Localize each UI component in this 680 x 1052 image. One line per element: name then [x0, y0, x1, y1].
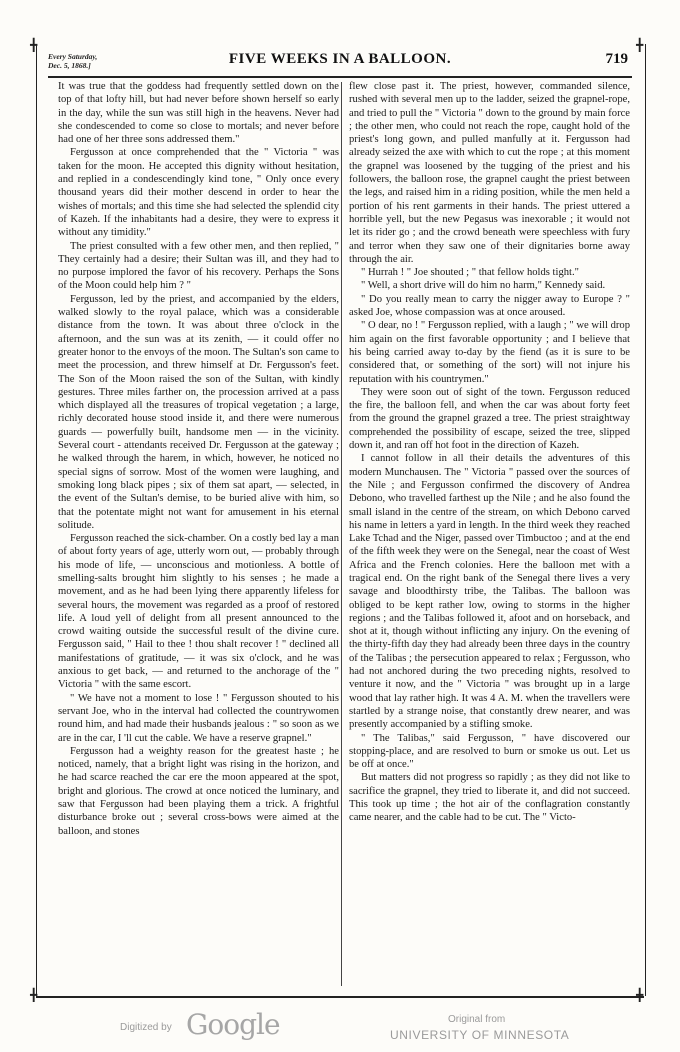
frame-corner-ornament: ╋	[30, 38, 38, 52]
paragraph: They were soon out of sight of the town. Fergusson reduced the fire, the balloon fell, and when the car was about forty feet from the ground the grapnel grazed a tree. The priest straightway comprehended the possibility of escape, seized the tree, slipped down it, and ran off hot foot in the direction of Kazeh.	[349, 386, 630, 452]
digitized-by-label: Digitized by	[120, 1022, 172, 1033]
paragraph: Fergusson at once comprehended that the " Victoria " was taken for the moon. He accepted this dignity without hesitation, and replied in a condescendingly kind tone, " Only once every thousand years did their mother descend in order to hear the wishes of mortals; and this time she had selected the splendid city of Kazeh. If the inhabitants had a desire, they were to express it without any timidity."	[58, 147, 339, 239]
institution-name: UNIVERSITY OF MINNESOTA	[390, 1028, 570, 1042]
paragraph: flew close past it. The priest, however, commanded silence, rushed with several men up to the ladder, seized the grapnel-rope, and tried to pull the " Victoria " down to the ground by main force ; the other men, who could not reach the rope, caught hold of the priest's long gown, and pulled manfully at it. Fergusson had already seized the axe with which to cut the rope ; at this moment the grapnel was loosened by the tugging of the priest and his followers, the balloon rose, the grapnel caught the priest between the legs, and raised him in a riding position, while the men held a portion of his rent garments in their hands. The priest uttered a horrible yell, but the new Pegasus was inexorable ; it would not let its rider go ; and the crowd beneath were speechless with fury and terror when they saw one of their dignitaries borne away through the air.	[349, 81, 630, 265]
paragraph: Fergusson reached the sick-chamber. On a costly bed lay a man of about forty years of age, utterly worn out, — probably through his mode of life, — unconscious and motionless. A bottle of smelling-salts brought him slightly to his senses ; he made a movement, and as he had been lying there apparently lifeless for several hours, the movement was regarded as a proof of restored life. A loud yell of delight from all present announced to the crowd waiting outside the successful result of the divine cure. Fergusson said, " Hail to thee ! thou shalt recover ! " declined all manifestations of gratitude, — it was six o'clock, and he was anxious to get back, — and returned to the anchorage of the " Victoria " with the same escort.	[58, 533, 339, 691]
paragraph: It was true that the goddess had frequently settled down on the top of that lofty hill, but had never before shown herself so early in the day, while the sun was still high in the heavens. Never had she condescended to come so close to mortals; and never before had one of her three sons addressed them."	[58, 81, 339, 146]
google-logo: Google	[186, 1008, 280, 1041]
scan-footer	[0, 1000, 680, 1052]
paragraph: Fergusson had a weighty reason for the greatest haste ; he noticed, namely, that a bright light was rising in the horizon, and he had scarce reached the car ere the moon appeared at the spot, bright and glorious. The crowd at once noticed the luminary, and saw that Fergusson had been playing them a trick. A frightful disturbance broke out ; several cross-bows were aimed at the balloon, and stones	[58, 745, 339, 837]
paragraph: The priest consulted with a few other men, and then replied, " They certainly had a desire; their Sultan was ill, and they had to no purpose implored the favor of his recovery. Perhaps the Sons of the Moon could help him ? "	[58, 240, 339, 292]
paragraph: Fergusson, led by the priest, and accompanied by the elders, walked slowly to the royal palace, which was a considerable distance from the town. It was about three o'clock in the afternoon, and the sun was at its zenith, — it could offer no greater honor to the envoys of the moon. The Sultan's son came to meet the procession, and threw himself at Dr. Fergusson's feet. The Son of the Moon raised the son of the Sultan, with kindly gestures. Three miles farther on, the procession arrived at a pass which displayed all the treasures of tropical vegetation ; a large, richly decorated house stood inside it, and there were numerous guards — powerfully built, handsome men — in the vicinity. Several court - attendants received Dr. Fergusson at the gateway ; he walked through the harem, in which, however, he noticed no special signs of sorrow. Most of the women were laughing, and smoking long black pipes ; six of them sat apart, — selected, in the event of the Sultan's demise, to be buried alive with him, so that the potentate might not want for amusement in his eternal solitude.	[58, 293, 339, 531]
paragraph: " We have not a moment to lose ! " Fergusson shouted to his servant Joe, who in the interval had collected the countrywomen round him, and had made their husbands jealous : " so soon as we are in the car, I 'll cut the cable. We have a reserve grapnel."	[58, 692, 339, 744]
issue-date-line-2: Dec. 5, 1868.]	[48, 61, 91, 70]
issue-date-line-1: Every Saturday,	[48, 52, 98, 61]
paragraph: But matters did not progress so rapidly ; as they did not like to sacrifice the grapnel, they tried to liberate it, and did not succeed. This took up time ; the hot air of the conflagration constantly came nearer, and the cable had to be cut. The " Victo-	[349, 772, 630, 824]
frame-corner-ornament: ╋	[636, 988, 644, 1002]
paragraph: I cannot follow in all their details the adventures of this modern Munchausen. The " Victoria " passed over the sources of the Nile ; and Fergusson confirmed the discovery of Andrea Debono, who travelled farthest up the Nile ; and he also found the small island in the centre of the stream, on which Debono carved his name in letters a yard in length. In the third week they reached Lake Tchad and the Niger, passed over Timbuctoo ; and at the end of the fifth week they were on the Senegal, near the coast of West Africa and the French colonies. Here the balloon met with a tragical end. On the right bank of the Senegal there lives a very savage and bloodthirsty tribe, the Talibas. The balloon was obliged to be kept rather low, owing to storms in the higher regions ; and the Talibas followed it, afoot and on horseback, and shot at it, though without inflicting any injury. On the evening of the thirty-fifth day they had already been three days in the country of the Talibas ; the persecution appeared to relax ; Fergusson, who had not anchored during the two preceding nights, resolved to venture it now, and the " Victoria " was brought up in a large wood that lay rather high. It was 4 A. M. when the travellers were startled by a strange noise, that constantly drew nearer, and was presently accompanied by a stifling smoke.	[349, 453, 630, 731]
paragraph: " Hurrah ! " Joe shouted ; " that fellow holds tight."	[361, 267, 579, 279]
paragraph: " O dear, no ! " Fergusson replied, with a laugh ; " we will drop him again on the first favorable opportunity ; and I believe that his being carried away to-day by the fiend (as it is sure to be considered that, or something of the sort) will not injure his reputation with his countrymen."	[349, 320, 630, 385]
paragraph: " Do you really mean to carry the nigger away to Europe ? " asked Joe, whose compassion was at once aroused.	[349, 293, 630, 319]
page-frame-bottom-rule	[36, 996, 644, 998]
paragraph: " Well, a short drive will do him no harm," Kennedy said.	[361, 280, 606, 292]
frame-corner-ornament: ╋	[636, 38, 644, 52]
paragraph: " The Talibas," said Fergusson, " have discovered our stopping-place, and are resolved to burn or smoke us out. Let us be off at once."	[349, 732, 630, 771]
running-header	[48, 48, 632, 78]
running-title: FIVE WEEKS IN A BALLOON.	[228, 51, 452, 67]
left-column	[58, 80, 339, 988]
original-from-label: Original from	[448, 1014, 506, 1025]
frame-corner-ornament: ╋	[30, 988, 38, 1002]
column-divider	[341, 82, 342, 986]
right-column	[349, 80, 630, 988]
page-number: 719	[605, 51, 628, 67]
